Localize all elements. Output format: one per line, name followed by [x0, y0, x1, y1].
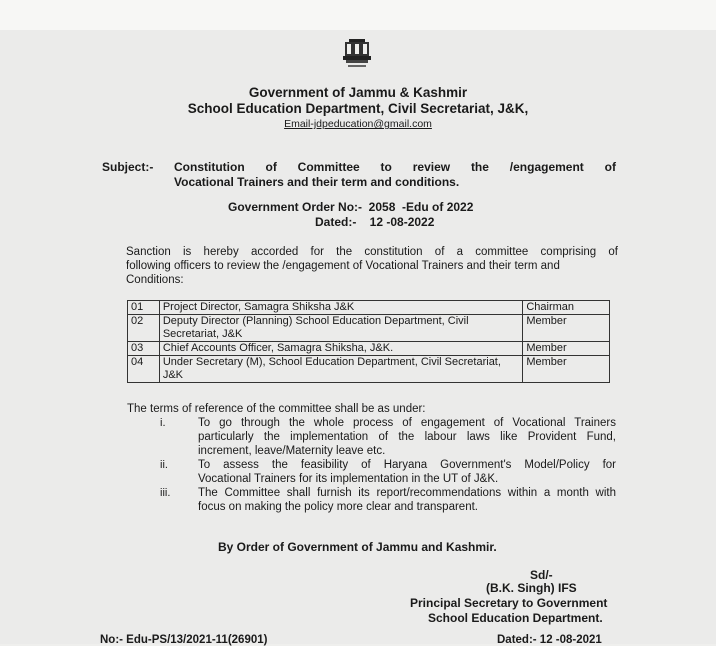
header-government: Government of Jammu & Kashmir — [248, 85, 468, 100]
member-role: Member — [523, 342, 610, 356]
subject-line-2: Vocational Trainers and their term and conditions. — [174, 175, 460, 189]
committee-members-table — [127, 300, 610, 383]
signatory-title: Principal Secretary to Government — [410, 596, 608, 610]
member-number: 01 — [128, 301, 160, 315]
member-number: 04 — [128, 356, 160, 383]
footer-date: Dated:- 12 -08-2021 — [497, 634, 602, 646]
state-emblem-icon — [337, 37, 377, 71]
sanction-line-1: Sanction is hereby accorded for the constitution of a committee comprising of — [126, 246, 618, 258]
sanction-line-2: following officers to review the /engagement of Vocational Trainers and their term and — [126, 260, 560, 272]
member-number: 02 — [128, 315, 160, 342]
by-order-line: By Order of Government of Jammu and Kashmir. — [218, 540, 497, 554]
table-row — [128, 356, 610, 383]
member-officer: Project Director, Samagra Shiksha J&K — [159, 301, 523, 315]
member-role: Chairman — [523, 301, 610, 315]
header-department: School Education Department, Civil Secretariat, J&K, — [187, 101, 529, 116]
table-row — [128, 301, 610, 315]
sanction-line-3: Conditions: — [126, 274, 184, 286]
member-role: Member — [523, 356, 610, 383]
term-line: Vocational Trainers for its implementation in the UT of J&K. — [198, 473, 499, 485]
signatory-name: (B.K. Singh) IFS — [486, 581, 577, 595]
term-numeral: ii. — [160, 459, 168, 471]
order-number: Government Order No:- 2058 -Edu of 2022 — [228, 200, 474, 214]
member-officer: Chief Accounts Officer, Samagra Shiksha, J&K. — [159, 342, 523, 356]
term-line: To assess the feasibility of Haryana Government's Model/Policy for — [198, 459, 616, 471]
top-band — [0, 0, 716, 30]
subject-line-1: Constitution of Committee to review the /engagement of — [174, 160, 616, 174]
term-numeral: iii. — [160, 487, 171, 499]
order-date: Dated:- 12 -08-2022 — [315, 215, 435, 229]
header-email[interactable]: Email-jdpeducation@gmail.com — [284, 118, 432, 130]
member-number: 03 — [128, 342, 160, 356]
table-row — [128, 315, 610, 342]
term-numeral: i. — [160, 417, 166, 429]
member-officer: Deputy Director (Planning) School Education Department, Civil Secretariat, J&K — [159, 315, 523, 342]
subject-label: Subject:- — [102, 160, 154, 174]
member-role: Member — [523, 315, 610, 342]
term-line: focus on making the policy more clear and transparent. — [198, 501, 478, 513]
terms-intro: The terms of reference of the committee shall be as under: — [127, 403, 426, 415]
term-line: To go through the whole process of engagement of Vocational Trainers — [198, 417, 616, 429]
member-officer: Under Secretary (M), School Education Department, Civil Secretariat, J&K — [159, 356, 523, 383]
footer-reference-number: No:- Edu-PS/13/2021-11(26901) — [100, 634, 268, 646]
term-line: The Committee shall furnish its report/recommendations within a month with — [198, 487, 616, 499]
signatory-department: School Education Department. — [428, 611, 603, 625]
signature-sd: Sd/- — [530, 568, 553, 582]
table-row — [128, 342, 610, 356]
term-line: particularly the implementation of the labour laws like Provident Fund, — [198, 431, 616, 443]
term-line: increment, leave/Maternity leave etc. — [198, 445, 386, 457]
